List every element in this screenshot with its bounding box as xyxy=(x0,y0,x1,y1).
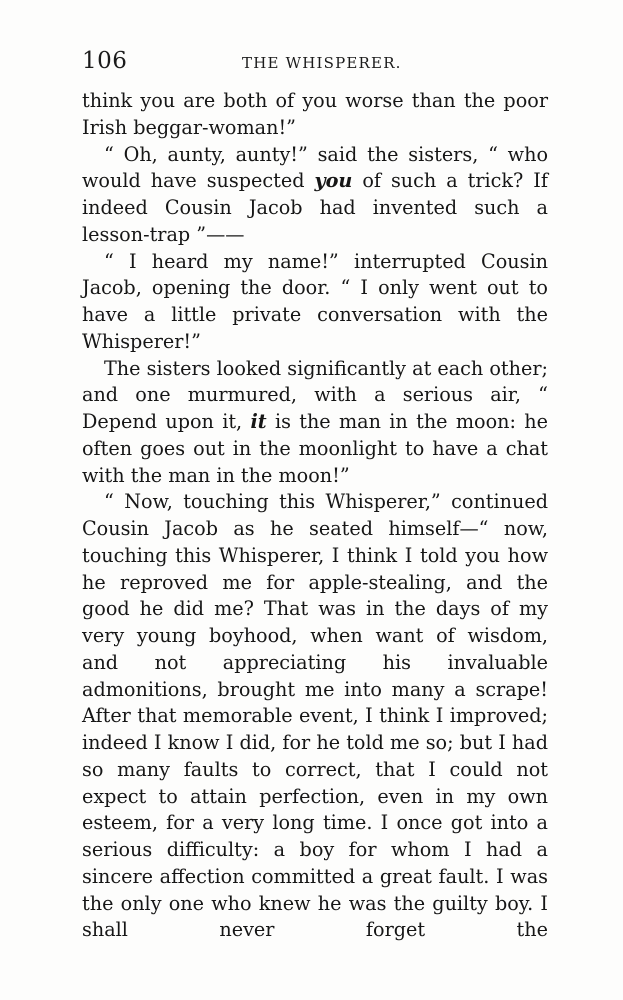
text-run: “ Now, touching this Whisperer,” continued Cousin Jacob as he seated himself—“ now, touching this Whisperer, I think I told you how he reproved me for apple-stealing, and the good he did me? That was in the days of my very young boyhood, when want of wisdom, and not appreciating his invaluable admonitions, brought me into many a scrape! After that memorable event, I think I improved; indeed I know I did, for he told me so; but I had so many faults to correct, that I could not expect to attain perfection, even in my own esteem, for a very long time. I once got into a serious difficulty: a boy for whom I had a sincere affection committed a great fault. I was the only one who knew he was the guilty boy. I shall never forget the xyxy=(82,490,548,942)
text-run: The sisters looked significantly at each other; and one murmured, with a serious air, “ Depend upon it, xyxy=(82,356,548,433)
text-run: is the man in the moon: he often goes out in the moonlight to have a chat with the man in the moon!” xyxy=(82,410,548,487)
running-head xyxy=(82,48,550,78)
text-run: think you are both of you worse than the poor Irish beggar-woman!” xyxy=(82,89,548,139)
text-run: “ Oh, aunty, aunty!” said the sisters, “ who would have suspected xyxy=(82,142,548,193)
paragraph xyxy=(82,356,548,490)
emphasis-text: you xyxy=(314,169,353,193)
text-run: “ I heard my name!” interrupted Cousin Jacob, opening the door. “ I only went out to have a little private conversation with the Whisperer!” xyxy=(82,249,548,353)
page-number: 106 xyxy=(82,48,128,74)
text-run: of such a trick? If indeed Cousin Jacob had invented such a lesson-trap ”—— xyxy=(82,169,548,246)
emphasis-text: it xyxy=(250,410,267,433)
paragraph xyxy=(82,249,548,356)
paragraph xyxy=(82,88,548,142)
paragraph xyxy=(82,142,548,249)
running-title: THE WHISPERER. xyxy=(242,54,402,72)
paragraph xyxy=(82,489,548,944)
body-text xyxy=(82,88,548,944)
